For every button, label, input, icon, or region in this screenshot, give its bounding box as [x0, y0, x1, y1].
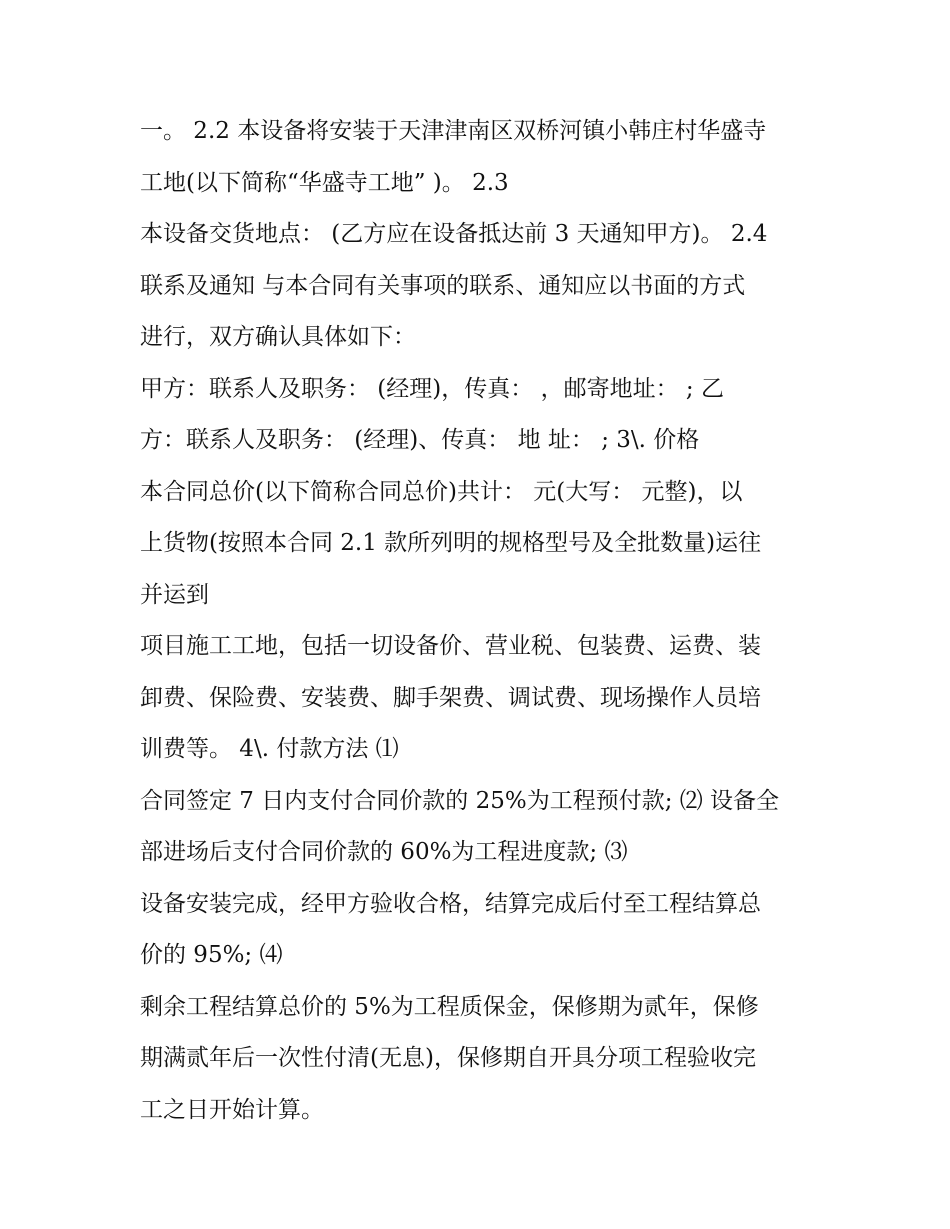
text-line: 剩余工程结算总价的 5%为工程质保金，保修期为贰年，保修	[140, 993, 759, 1020]
text-line: 工地(以下简称“华盛寺工地” )。 2.3	[140, 169, 509, 196]
text-line: 期满贰年后一次性付清(无息)，保修期自开具分项工程验收完	[140, 1045, 756, 1071]
text-line: 本合同总价(以下简称合同总价)共计： 元(大写： 元整)，以	[140, 478, 743, 505]
text-line: 价的 95%; ⑷	[140, 942, 283, 968]
contract-text	[140, 110, 830, 1140]
text-line: 本设备交货地点： (乙方应在设备抵达前 3 天通知甲方)。 2.4	[140, 221, 768, 247]
text-line: 卸费、保险费、安装费、脚手架费、调试费、现场操作人员培	[140, 684, 761, 711]
text-line: 合同签定 7 日内支付合同价款的 25%为工程预付款; ⑵ 设备全	[140, 787, 780, 814]
text-line: 联系及通知 与本合同有关事项的联系、通知应以书面的方式	[140, 272, 746, 299]
text-line: 部进场后支付合同价款的 60%为工程进度款; ⑶	[140, 839, 628, 865]
text-line: 方：联系人及职务： (经理)、传真： 地 址： ; 3\. 价格	[140, 427, 700, 453]
text-line: 进行，双方确认具体如下：	[140, 324, 416, 350]
text-line: 并运到	[140, 581, 209, 608]
text-line: 甲方：联系人及职务： (经理)，传真： ，邮寄地址： ; 乙	[140, 375, 724, 402]
text-line: 训费等。 4\. 付款方法 ⑴	[140, 736, 399, 762]
text-line: 上货物(按照本合同 2.1 款所列明的规格型号及全批数量)运往	[140, 530, 762, 556]
text-line: 项目施工工地，包括一切设备价、营业税、包装费、运费、装	[140, 633, 761, 659]
text-line: 一。 2.2 本设备将安装于天津津南区双桥河镇小韩庄村华盛寺	[140, 118, 767, 144]
text-line: 设备安装完成，经甲方验收合格，结算完成后付至工程结算总	[140, 890, 761, 917]
text-line: 工之日开始计算。	[140, 1096, 324, 1123]
